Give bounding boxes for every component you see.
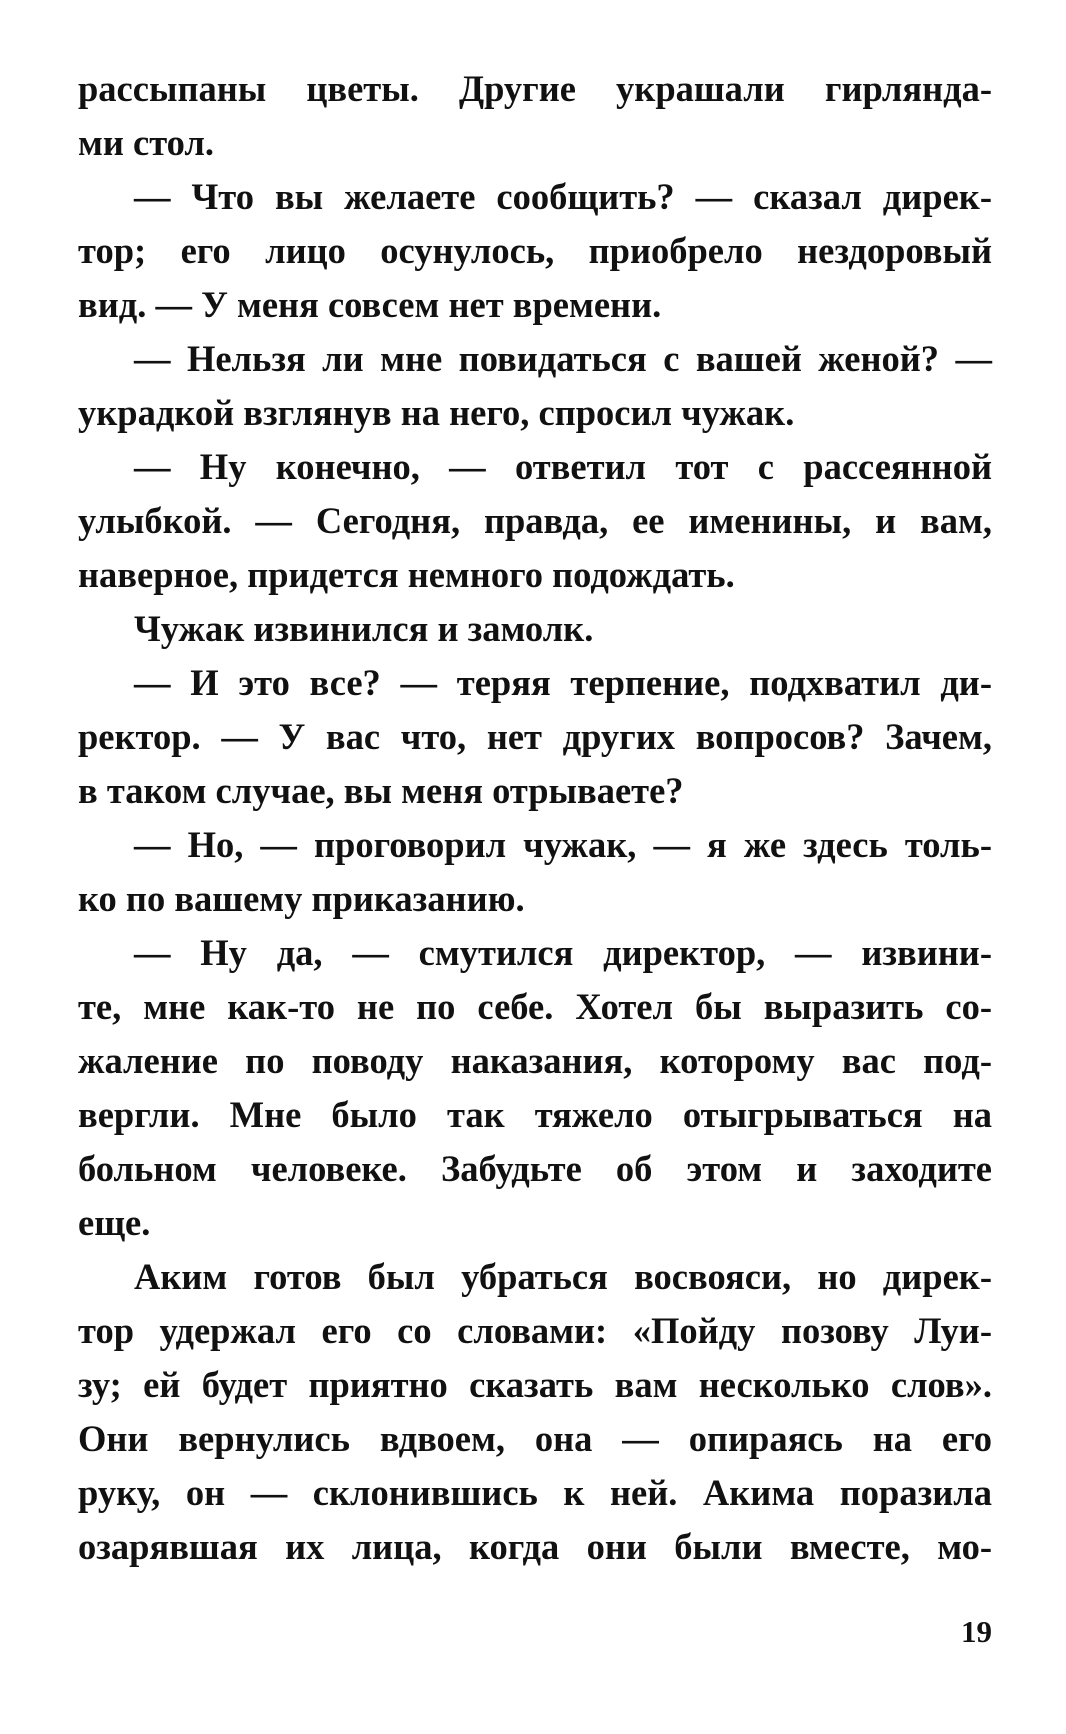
text-line: — Но, — проговорил чужак, — я же здесь толь- — [134, 824, 992, 865]
text-line: вид. — У меня совсем нет времени. — [78, 284, 662, 325]
text-line: наверное, придется немного подождать. — [78, 554, 735, 595]
text-line: рассыпаны цветы. Другие украшали гирлянда- — [78, 68, 992, 109]
book-page-text — [78, 62, 992, 1662]
text-line: тор удержал его со словами: «Пойду позову Луи- — [78, 1310, 992, 1351]
text-line: Они вернулись вдвоем, она — опираясь на его — [78, 1418, 992, 1459]
text-line: — И это все? — теряя терпение, подхватил ди- — [134, 662, 992, 703]
text-line: ко по вашему приказанию. — [78, 878, 525, 919]
text-line: ректор. — У вас что, нет других вопросов? Зачем, — [78, 716, 992, 757]
text-line: руку, он — склонившись к ней. Акима поразила — [78, 1472, 992, 1513]
text-line: в таком случае, вы меня отрываете? — [78, 770, 684, 811]
text-line: — Что вы желаете сообщить? — сказал дирек- — [134, 176, 992, 217]
text-line: те, мне как-то не по себе. Хотел бы выразить со- — [78, 986, 992, 1027]
page-number: 19 — [961, 1614, 992, 1649]
text-line: — Ну конечно, — ответил тот с рассеянной — [134, 446, 992, 487]
text-line: зу; ей будет приятно сказать вам несколько слов». — [78, 1364, 992, 1405]
text-line: жаление по поводу наказания, которому вас под- — [78, 1040, 992, 1081]
text-line: Чужак извинился и замолк. — [134, 608, 594, 649]
text-line: вергли. Мне было так тяжело отыгрываться на — [78, 1094, 992, 1135]
text-line: ми стол. — [78, 122, 215, 163]
text-line: украдкой взглянув на него, спросил чужак. — [78, 392, 795, 433]
text-line: улыбкой. — Сегодня, правда, ее именины, и вам, — [78, 500, 992, 541]
text-line: Аким готов был убраться восвояси, но дирек- — [134, 1256, 992, 1297]
text-line: озарявшая их лица, когда они были вместе, мо- — [78, 1526, 992, 1567]
text-line: — Нельзя ли мне повидаться с вашей женой? — — [134, 338, 992, 379]
text-line: тор; его лицо осунулось, приобрело нездоровый — [78, 230, 992, 271]
text-line: больном человеке. Забудьте об этом и заходите — [78, 1148, 992, 1189]
text-line: — Ну да, — смутился директор, — извини- — [134, 932, 992, 973]
text-line: еще. — [78, 1202, 151, 1243]
